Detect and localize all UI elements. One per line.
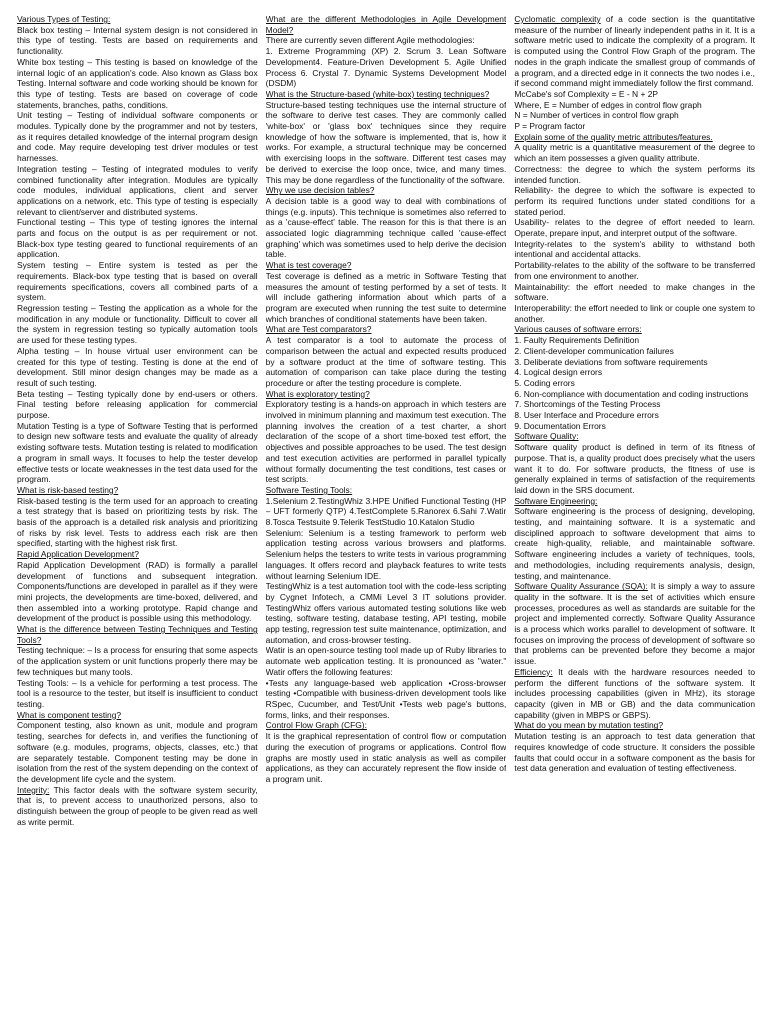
list-item <box>514 389 755 400</box>
block-text: Portability-relates to the ability of the software to be transferred from one environment to another. <box>514 260 756 281</box>
text-block <box>514 581 755 667</box>
text-block <box>514 303 755 324</box>
text-block <box>514 121 755 132</box>
block-text: Reliability- the degree to which the software is expected to perform its required functions under stated conditions for a stated period. <box>514 185 756 217</box>
text-block <box>514 731 755 774</box>
block-text: 3. Deliberate deviations from software requirements <box>514 356 708 367</box>
block-text: Beta testing – Testing typically done by end-users or others. Final testing before releasing application for commercial purpose. <box>17 388 258 421</box>
section-heading: Software Engineering: <box>514 495 598 506</box>
section-heading: What is test coverage? <box>265 260 352 271</box>
block-text: Correctness: the degree to which the system performs its intended function. <box>514 163 756 185</box>
block-text: Usability- relates to the degree of effort needed to learn. Operate, prepare input, and interpret output of the software. <box>514 217 756 239</box>
block-text: Structure-based testing techniques use the internal structure of the software to derive test cases. They are commonly called 'white-box' or 'glass box' techniques since they require knowledge of how the software is implemented, that is, how it works. For example, a structural technique may be concerned with exercising loops in the software. Different test cases may be derived to exercise the loop once, twice, and many times. This may be done regardless of the functionality of the software. <box>265 99 507 185</box>
text-block <box>17 389 258 421</box>
section-heading: Rapid Application Development? <box>17 549 139 560</box>
block-text: Rapid Application Development (RAD) is formally a parallel development of functions and subsequent integration. Components/functions are developed in parallel as if they were mini projects, the developments are time-boxed, delivered, and then assembled into a working prototype. Rapid change and development of the product is possible using this methodology. <box>17 559 258 624</box>
block-text: Functional testing – This type of testing ignores the internal parts and focus on the output is as per requirement or not. Black-box type testing geared to functional requirements of an application. <box>17 217 258 260</box>
text-block <box>17 496 258 550</box>
text-block <box>17 14 258 57</box>
block-text: Where, E = Number of edges in control flow graph <box>514 99 702 110</box>
text-block <box>17 785 258 828</box>
section-heading: Various Types of Testing: <box>17 14 111 24</box>
text-block <box>17 303 258 346</box>
block-text: Alpha testing – In house virtual user environment can be created for this type of testing. Testing is done at the end of development. Still minor design changes may be made as a result of such testing. <box>17 345 258 388</box>
text-block <box>17 678 258 710</box>
text-block <box>266 399 507 485</box>
text-block <box>514 164 755 185</box>
block-text: 4. Logical design errors <box>514 367 603 378</box>
column-1 <box>17 14 258 1020</box>
text-block <box>17 560 258 624</box>
text-block <box>514 14 755 89</box>
inline-heading: Integrity: <box>17 784 50 795</box>
inline-heading: Cyclomatic complexity <box>514 14 601 24</box>
section-heading: Control Flow Graph (CFG): <box>265 720 367 731</box>
block-text: of a code section is the quantitative measure of the number of linearly independent paths in it. It is a software metric used to indicate the complexity of a program. It is computed using the Control Flow Graph of the program. The nodes in the graph indicate the smallest group of commands of a program, and a directed edge in it connects the two nodes i.e., if second command might immediately follow the first command. <box>514 14 756 89</box>
block-text: TestingWhiz is a test automation tool with the code-less scripting by Cygnet Infotech, a CMMi Level 3 IT solutions provider. TestingWhiz offers various automated testing solutions like web testing, software testing, database testing, API testing, mobile app testing, regression test suite maintenance, optimization, and automation, and cross-browser testing. <box>265 581 507 645</box>
block-text: It is simply a way to assure quality in the software. It is the set of activities which ensure processes, procedures as well as standards are suitable for the project and implemented correctly. Software Quality Assurance is a process which works parallel to development of software. It focuses on improving the process of development of software so that problems can be prevented before they become a major issue. <box>514 581 756 667</box>
block-text: 5. Coding errors <box>514 377 575 388</box>
text-block <box>514 185 755 217</box>
section-heading: Why we use decision tables? <box>265 185 375 196</box>
text-block <box>514 217 755 238</box>
text-block <box>17 164 258 218</box>
text-block <box>514 442 755 496</box>
block-text: P = Program factor <box>514 121 586 132</box>
list-item <box>514 399 755 410</box>
block-text: Risk-based testing is the term used for an approach to creating a test strategy that is based on prioritizing tests by risk. The basis of the approach is a detailed risk analysis and prioritizing of risks by risk level. Tests to address each risk are then specified, starting with the highest risk first. <box>17 495 258 549</box>
block-text: System testing – Entire system is tested as per the requirements. Black-box type testing that is based on overall requirements specifications, covers all combined parts of a system. <box>17 260 258 303</box>
text-block <box>266 35 507 46</box>
column-2 <box>266 14 507 1020</box>
text-block <box>514 142 755 163</box>
text-block <box>266 271 507 325</box>
section-heading: Software Testing Tools: <box>265 484 353 495</box>
text-block <box>266 100 507 186</box>
block-text: A decision table is a good way to deal with combinations of things (e.g. inputs). This technique is sometimes also referred to as a 'cause-effect' table. The reason for this is that there is an associated logic diagramming technique called 'cause-effect graphing' which was sometimes used to help derive the decision table. <box>265 195 507 260</box>
block-text: A quality metric is a quantitative measurement of the degree to which an item possesses a given quality attribute. <box>514 142 756 164</box>
inline-heading: Efficiency: <box>514 666 553 677</box>
text-block <box>514 89 755 100</box>
text-block <box>266 46 507 89</box>
block-text: 9. Documentation Errors <box>514 420 606 431</box>
list-item <box>514 421 755 432</box>
block-text: •Tests any language-based web application •Cross-browser testing •Compatible with business-driven development tools like RSpec, Cucumber, and Test/Unit •Tests web page's buttons, forms, links, and their responses. <box>265 677 507 720</box>
text-block <box>266 335 507 389</box>
text-block <box>266 731 507 785</box>
block-text: White box testing – This testing is based on knowledge of the internal logic of an application's code. Also known as Glass box Testing. Internal software and code working should be known for this type of testing. Tests are based on coverage of code statements, branches, paths, conditions. <box>17 56 258 110</box>
block-text: 1. Extreme Programming (XP) 2. Scrum 3. Lean Software Development4. Feature-Driven Development 5. Agile Unified Process 6. Crystal 7. Dynamic Systems Development Model (DSDM) <box>265 46 507 89</box>
text-block <box>17 645 258 677</box>
text-block <box>266 196 507 260</box>
block-text: Mutation testing is an approach to test data generation that requires knowledge of code structure. It considers the possible faults that could occur in a software component as the basis for test data generation and evaluation of testing effectiveness. <box>514 731 756 774</box>
block-text: Regression testing – Testing the application as a whole for the modification in any module or functionality. Difficult to cover all the system in regression testing so typically automation tools are used for these testing types. <box>17 302 258 346</box>
text-block <box>17 110 258 164</box>
section-heading: Explain some of the quality metric attributes/features. <box>514 131 713 142</box>
text-block <box>17 217 258 260</box>
block-text: It deals with the hardware resources needed to perform the different functions of the software system. It includes processing capabilities (given in MHz), its storage capacity (given in MB or GB) and the data communication capability (given in MBPS or GBPS). <box>514 666 756 720</box>
section-heading: Software Quality: <box>514 431 579 442</box>
text-block <box>266 528 507 582</box>
text-block <box>514 260 755 281</box>
list-item <box>514 367 755 378</box>
text-block <box>266 496 507 528</box>
section-heading: What is risk-based testing? <box>17 484 119 495</box>
inline-heading: Software Quality Assurance (SQA): <box>514 581 648 592</box>
block-text: 2. Client-developer communication failures <box>514 345 674 356</box>
text-block <box>17 260 258 303</box>
block-text: 1. Faulty Requirements Definition <box>514 335 640 346</box>
section-heading: What is the Structure-based (white-box) testing techniques? <box>265 88 490 99</box>
list-item <box>514 335 755 346</box>
block-text: 6. Non-compliance with documentation and coding instructions <box>514 388 749 399</box>
section-heading: What are Test comparators? <box>265 324 372 335</box>
text-block <box>17 421 258 485</box>
block-text: Black box testing – Internal system design is not considered in this type of testing. Tests are based on requirements and functionality. <box>17 24 258 57</box>
block-text: N = Number of vertices in control flow graph <box>514 110 679 121</box>
block-text: Mutation Testing is a type of Software Testing that is performed to design new software tests and evaluate the quality of already existing software tests. Mutation testing is related to modification a program in small ways. It focuses to help the tester develop effective tests or locate weaknesses in the test data used for the program. <box>17 420 258 485</box>
text-block <box>514 667 755 721</box>
block-text: 7. Shortcomings of the Testing Process <box>514 399 661 410</box>
text-block <box>17 57 258 111</box>
text-block <box>266 581 507 645</box>
text-block <box>514 506 755 581</box>
block-text: Test coverage is defined as a metric in Software Testing that measures the amount of testing performed by a set of tests. It will include gathering information about which parts of a program are executed when running the test suite to determine which branches of conditional statements have been taken. <box>265 270 507 324</box>
block-text: This factor deals with the software system security, that is, to prevent access to unauthorized persons, also to distinguish between the group of people to be given read as well as write permit. <box>17 784 258 827</box>
text-block <box>514 282 755 303</box>
section-heading: What is component testing? <box>17 709 122 720</box>
block-text: Testing technique: – Is a process for ensuring that some aspects of the application system or unit functions properly there may be few techniques but many tools. <box>17 645 258 677</box>
block-text: It is the graphical representation of control flow or computation during the execution of programs or applications. Control flow graphs are mostly used in static analysis as well as compiler applications, as they can accurately represent the flow inside of a program unit. <box>265 731 507 784</box>
block-text: A test comparator is a tool to automate the process of comparison between the actual and expected results produced by a software product at the time of software testing. This automation of comparison can take place during the testing procedure or after the testing procedure is complete. <box>265 335 507 388</box>
block-text: Selenium: Selenium is a testing framework to perform web application testing across various browsers and platforms. Selenium helps the testers to write tests in various programming languages. It offers record and playback features to write tests without learning Selenium IDE. <box>265 527 507 581</box>
block-text: Integration testing – Testing of integrated modules to verify combined functionality after integration. Modules are typically code modules, individual applications, client and server applications on a network, etc. This type of testing is especially relevant to client/server and distributed systems. <box>17 163 258 217</box>
block-text: Watir is an open-source testing tool made up of Ruby libraries to automate web application testing. It is pronounced as "water." Watir offers the following features: <box>265 645 507 677</box>
block-text: Software quality product is defined in term of its fitness of purpose. That is, a quality product does precisely what the users want it to do. For software products, the fitness of use is generally explained in terms of satisfaction of the requirements laid down in the SRS document. <box>514 442 756 495</box>
column-3 <box>514 14 755 1020</box>
block-text: McCabe's sof Complexity = E - N + 2P <box>514 88 659 99</box>
text-block <box>514 100 755 111</box>
block-text: Maintainability: the effort needed to make changes in the software. <box>514 281 756 303</box>
section-heading: What is exploratory testing? <box>265 388 370 399</box>
section-heading: Various causes of software errors: <box>514 324 642 335</box>
section-heading: What do you mean by mutation testing? <box>514 720 664 731</box>
text-block <box>17 346 258 389</box>
block-text: Unit testing – Testing of individual software components or modules. Typically done by the programmer and not by testers, as it requires detailed knowledge of the internal program design and code. May require developing test driver modules or test harnesses. <box>17 110 258 164</box>
text-block <box>266 645 507 677</box>
block-text: Interoperability: the effort needed to link or couple one system to another. <box>514 302 756 324</box>
block-text: There are currently seven different Agile methodologies: <box>265 35 475 46</box>
text-block <box>266 678 507 721</box>
block-text: Exploratory testing is a hands-on approach in which testers are involved in minimum planning and maximum test execution. The planning involves the creation of a test charter, a short declaration of the scope of a short time-boxed test effort, the objectives and possible approaches to be used. The test design and test execution activities are performed in parallel typically without formally documenting the test conditions, test cases or test scripts. <box>265 399 507 485</box>
section-heading: What are the different Methodologies in Agile Development Model? <box>265 14 507 35</box>
block-text: 1.Selenium 2.TestingWhiz 3.HPE Unified Functional Testing (HP – UFT formerly QTP) 4.TestComplete 5.Ranorex 6.Sahi 7.Watir 8.Tosca Testsuite 9.Telerik TestStudio 10.Katalon Studio <box>265 495 507 528</box>
list-item <box>514 378 755 389</box>
block-text: Software engineering is the process of designing, developing, testing, and maintaining software. It is a systematic and disciplined approach to software development that aims to create high-quality, reliable, and maintainable software. Software engineering includes a variety of techniques, tools, and methodologies, including requirements analysis, design, testing, and maintenance. <box>514 506 756 581</box>
block-text: Testing Tools: – Is a vehicle for performing a test process. The tool is a resource to the tester, but itself is insufficient to conduct testing. <box>17 677 258 709</box>
list-item <box>514 346 755 357</box>
text-block <box>514 110 755 121</box>
section-heading: What is the difference between Testing Techniques and Testing Tools? <box>17 624 258 645</box>
block-text: Integrity-relates to the system's ability to withstand both intentional and accidental attacks. <box>514 238 756 260</box>
block-text: 8. User Interface and Procedure errors <box>514 410 659 421</box>
list-item <box>514 357 755 368</box>
text-block <box>514 239 755 260</box>
list-item <box>514 410 755 421</box>
text-block <box>17 720 258 784</box>
block-text: Component testing, also known as unit, module and program testing, searches for defects in, and verifies the functioning of software (e.g. modules, programs, objects, classes, etc.) that are separately testable. Component testing may be done in isolation from the rest of the system depending on the context of the development life cycle and the system. <box>17 720 258 784</box>
